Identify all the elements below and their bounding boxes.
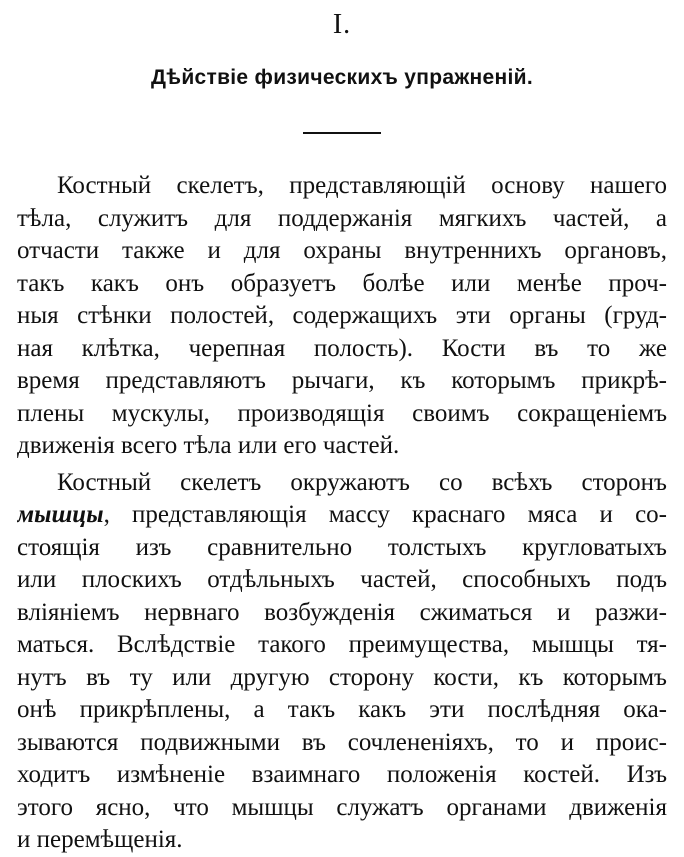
paragraph-1: [17, 170, 667, 463]
text-line: нутъ въ ту или другую сторону кости, къ которымъ: [17, 663, 667, 691]
text-line: ная клѣтка, черепная полость). Кости въ то же: [17, 334, 667, 362]
body-text: [17, 170, 667, 857]
text-line: маться. Вслѣдствіе такого преимущества, мышцы тя-: [17, 631, 667, 658]
text-line: ныя стѣнки полостей, содержащихъ эти органы (груд-: [17, 302, 667, 329]
text-line: или плоскихъ отдѣльныхъ частей, способныхъ подъ: [17, 566, 667, 593]
text-line-with-emphasis: [17, 499, 667, 532]
text-fragment: , представляющія массу краснаго мяса и со-: [103, 501, 667, 528]
text-line: этого ясно, что мышцы служатъ органами движенія: [17, 793, 667, 821]
text-line: движенія всего тѣла или его частей.: [17, 432, 400, 459]
text-line: онѣ прикрѣплены, а такъ какъ эти послѣдняя ока-: [17, 696, 667, 723]
emphasized-term: мышцы: [17, 501, 104, 528]
text-line: и перемѣщенія.: [17, 826, 183, 853]
paragraph-2: [17, 467, 667, 857]
text-line: отчасти также и для охраны внутреннихъ органовъ,: [17, 237, 667, 264]
text-line: тѣла, служитъ для поддержанія мягкихъ частей, а: [17, 204, 667, 232]
text-line: такъ какъ онъ образуетъ болѣе или менѣе проч-: [17, 269, 667, 297]
text-line: Костный скелетъ, представляющій основу нашего: [57, 172, 667, 199]
chapter-number: I.: [332, 9, 352, 40]
text-line: время представляютъ рычаги, къ которымъ прикрѣ-: [17, 367, 667, 394]
title-divider: [303, 132, 381, 134]
text-line: Костный скелетъ окружаютъ со всѣхъ сторонъ: [57, 468, 667, 496]
chapter-title: Дѣйствіе физическихъ упражненій.: [151, 66, 533, 89]
text-line: стоящія изъ сравнительно толстыхъ кругловатыхъ: [17, 533, 667, 561]
text-line: ходитъ измѣненіе взаимнаго положенія костей. Изъ: [17, 761, 667, 788]
text-line: зываются подвижными въ сочлененіяхъ, то и проис-: [17, 728, 667, 756]
text-line: вліяніемъ нервнаго возбужденія сжиматься и разжи-: [17, 598, 667, 626]
text-line: плены мускулы, производящія своимъ сокращеніемъ: [17, 399, 667, 427]
